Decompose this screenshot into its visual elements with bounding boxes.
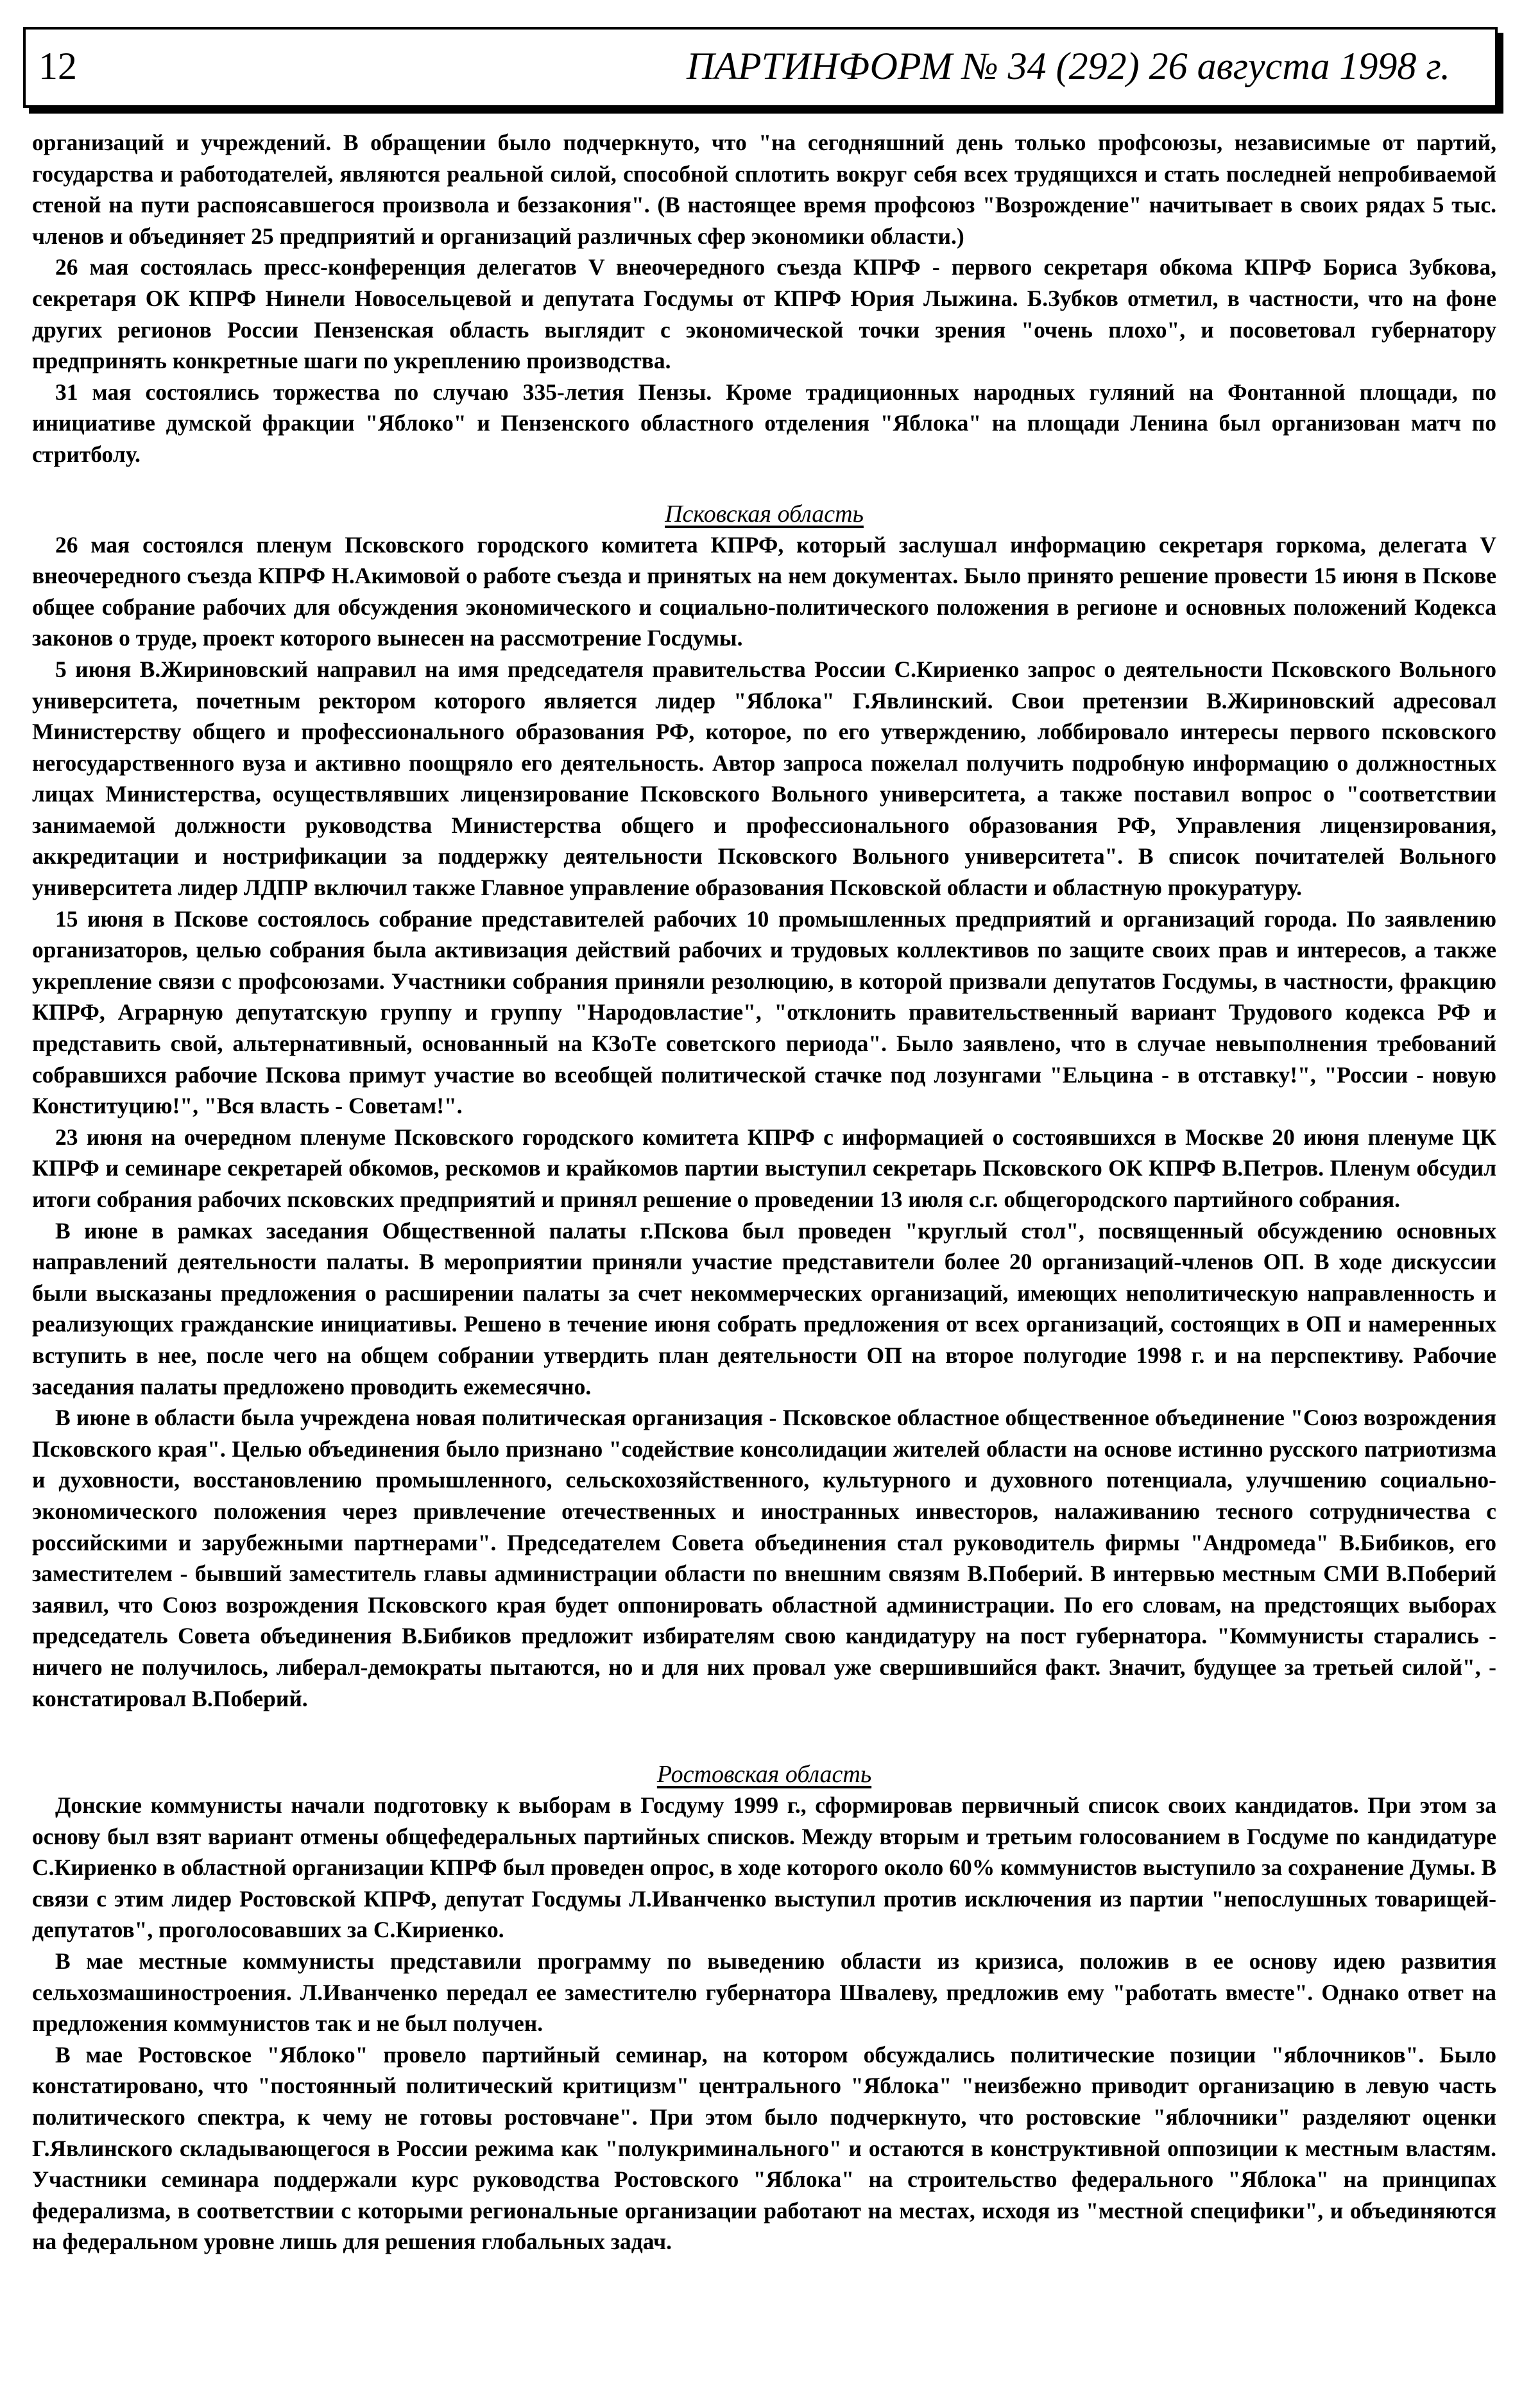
paragraph: 31 мая состоялись торжества по случаю 335-летия Пензы. Кроме традиционных народных гуляний на Фонтанной площади, по инициативе думской фракции "Яблоко" и Пензенского областного отделения "Яблока" на площади Ленина был организован матч по стритболу. — [32, 379, 1496, 467]
paragraph: В мае местные коммунисты представили программу по выведению области из кризиса, положив в ее основу идею развития сельхозмашиностроения. Л.Иванченко передал ее заместителю губернатора Швалеву, предложив ему "работать вместе". Однако ответ на предложения коммунистов так и не был получен. — [32, 1948, 1496, 2037]
section-title: Ростовская область — [656, 1761, 872, 1788]
paragraph: организаций и учреждений. В обращении было подчеркнуто, что "на сегодняшний день только профсоюзы, независимые от партий, государства и работодателей, являются реальной силой, способной сплотить вокруг себя всех трудящихся и стать последней непробиваемой стеной на пути распоясавшегося произвола и беззакония". (В настоящее время профсоюз "Возрождение" начитывает в своих рядах 5 тыс. членов и объединяет 25 предприятий и организаций различных сфер экономики области.) — [32, 130, 1496, 249]
paragraph: В июне в области была учреждена новая политическая организация - Псковское областное общественное объединение "Союз возрождения Псковского края". Целью объединения было признано "содействие консолидации жителей области на основе истинно русского патриотизма и духовности, восстановлению промышленного, сельскохозяйственного, культурного и духовного потенциала, улучшению социально-экономического положения через привлечение отечественных и иностранных инвесторов, налаживанию тесного сотрудничества с российскими и зарубежными партнерами". Председателем Совета объединения стал руководитель фирмы "Андромеда" В.Бибиков, его заместителем - бывший заместитель главы администрации области по внешним связям В.Поберий. В интервью местным СМИ В.Поберий заявил, что Союз возрождения Псковского края будет оппонировать областной администрации. По его словам, на предстоящих выборах председатель Совета объединения В.Бибиков предложит избирателям свою кандидатуру на пост губернатора. "Коммунисты старались - ничего не получилось, либерал-демократы пытаются, но и для них провал уже свершившийся факт. Значит, будущее за третьей силой", - констатировал В.Поберий. — [32, 1405, 1496, 1711]
paragraph: Донские коммунисты начали подготовку к выборам в Госдуму 1999 г., сформировав первичный список своих кандидатов. При этом за основу был взят вариант отмены общефедеральных партийных списков. Между вторым и третьим голосованием в Госдуме по кандидатуре С.Кириенко в областной организации КПРФ был проведен опрос, в ходе которого около 60% коммунистов выступило за сохранение Думы. В связи с этим лидер Ростовской КПРФ, депутат Госдумы Л.Иванченко выступил против исключения из партии "непослушных товарищей-депутатов", проголосовавших за С.Кириенко. — [32, 1792, 1496, 1943]
section-heading-rostov — [32, 1759, 1496, 1790]
section-title: Псковская область — [665, 500, 864, 527]
paragraph: В мае Ростовское "Яблоко" провело партийный семинар, на котором обсуждались политические позиции "яблочников". Было констатировано, что "постоянный политический критицизм" центрального "Яблока" "неизбежно приводит организацию в левую часть политического спектра, к чему не готовы ростовчане". При этом было подчеркнуто, что ростовские "яблочники" разделяют оценки Г.Явлинского складывающегося в России режима как "полукриминального" и остаются в конструктивной оппозиции к местным властям. Участники семинара поддержали курс руководства Ростовского "Яблока" на строительство федерального "Яблока" на принципах федерализма, в соответствии с которыми региональные организации работают на местах, исходя из "местной специфики", и объединяются на федеральном уровне лишь для решения глобальных задач. — [32, 2041, 1496, 2255]
article-body — [32, 127, 1496, 2258]
section-heading-pskov — [32, 499, 1496, 529]
paragraph: 26 мая состоялся пленум Псковского городского комитета КПРФ, который заслушал информацию секретаря горкома, делегата V внеочередного съезда КПРФ Н.Акимовой о работе съезда и принятых на нем документах. Было принято решение провести 15 июня в Пскове общее собрание рабочих для обсуждения экономического и социально-политического положения в регионе и основных положений Кодекса законов о труде, проект которого вынесен на рассмотрение Госдумы. — [32, 531, 1496, 651]
publication-title: ПАРТИНФОРМ № 34 (292) 26 августа 1998 г. — [686, 45, 1450, 87]
paragraph: В июне в рамках заседания Общественной палаты г.Пскова был проведен "круглый стол", посвященный обсуждению основных направлений деятельности палаты. В мероприятии приняли участие представители более 20 организаций-членов ОП. В ходе дискуссии были высказаны предложения о расширении палаты за счет некоммерческих организаций, имеющих неполитическую направленность и реализующих гражданские инициативы. Решено в течение июня собрать предложения от всех организаций, состоящих в ОП и намеренных вступить в нее, после чего на общем собрании утвердить план деятельности ОП на второе полугодие 1998 г. и на перспективу. Рабочие заседания палаты предложено проводить ежемесячно. — [32, 1217, 1496, 1400]
paragraph: 26 мая состоялась пресс-конференция делегатов V внеочередного съезда КПРФ - первого секретаря обкома КПРФ Бориса Зубкова, секретаря ОК КПРФ Нинели Новосельцевой и депутата Госдумы от КПРФ Юрия Лыжина. Б.Зубков отметил, в частности, что на фоне других регионов России Пензенская область выглядит с экономической точки зрения "очень плохо", и посоветовал губернатору предпринять конкретные шаги по укреплению производства. — [32, 254, 1496, 374]
paragraph: 15 июня в Пскове состоялось собрание представителей рабочих 10 промышленных предприятий и организаций города. По заявлению организаторов, целью собрания была активизация действий рабочих и трудовых коллективов по защите своих прав и интересов, а также укрепление связи с профсоюзами. Участники собрания приняли резолюцию, в которой призвали депутатов Госдумы, в частности, фракцию КПРФ, Аграрную депутатскую группу и группу "Народовластие", "отклонить правительственный вариант Трудового кодекса РФ и представить свой, альтернативный, основанный на КЗоТе советского периода". Было заявлено, что в случае невыполнения требований собравшихся рабочие Пскова примут участие во всеобщей политической стачке под лозунгами "Ельцина - в отставку!", "России - новую Конституцию!", "Вся власть - Советам!". — [32, 905, 1496, 1119]
paragraph: 5 июня В.Жириновский направил на имя председателя правительства России С.Кириенко запрос о деятельности Псковского Вольного университета, почетным ректором которого является лидер "Яблока" Г.Явлинский. Свои претензии В.Жириновский адресовал Министерству общего и профессионального образования РФ, которое, по его утверждению, лоббировало интересы первого псковского негосударственного вуза и активно поощряло его деятельность. Автор запроса пожелал получить подробную информацию о должностных лицах Министерства, осуществлявших лицензирование Псковского Вольного университета, а также поставил вопрос о "соответствии занимаемой должности руководства Министерства общего и профессионального образования РФ, Управления лицензирования, аккредитации и нострификации за поддержку деятельности Псковского Вольного университета". В список почитателей Вольного университета лидер ЛДПР включил также Главное управление образования Псковской области и областную прокуратуру. — [32, 656, 1496, 901]
paragraph: 23 июня на очередном пленуме Псковского городского комитета КПРФ с информацией о состоявшихся в Москве 20 июня пленуме ЦК КПРФ и семинаре секретарей обкомов, рескомов и крайкомов партии выступил секретарь Псковского ОК КПРФ В.Петров. Пленум обсудил итоги собрания рабочих псковских предприятий и принял решение о проведении 13 июля с.г. общегородского партийного собрания. — [32, 1124, 1496, 1212]
page-header — [23, 27, 1498, 108]
page-number: 12 — [38, 45, 77, 87]
